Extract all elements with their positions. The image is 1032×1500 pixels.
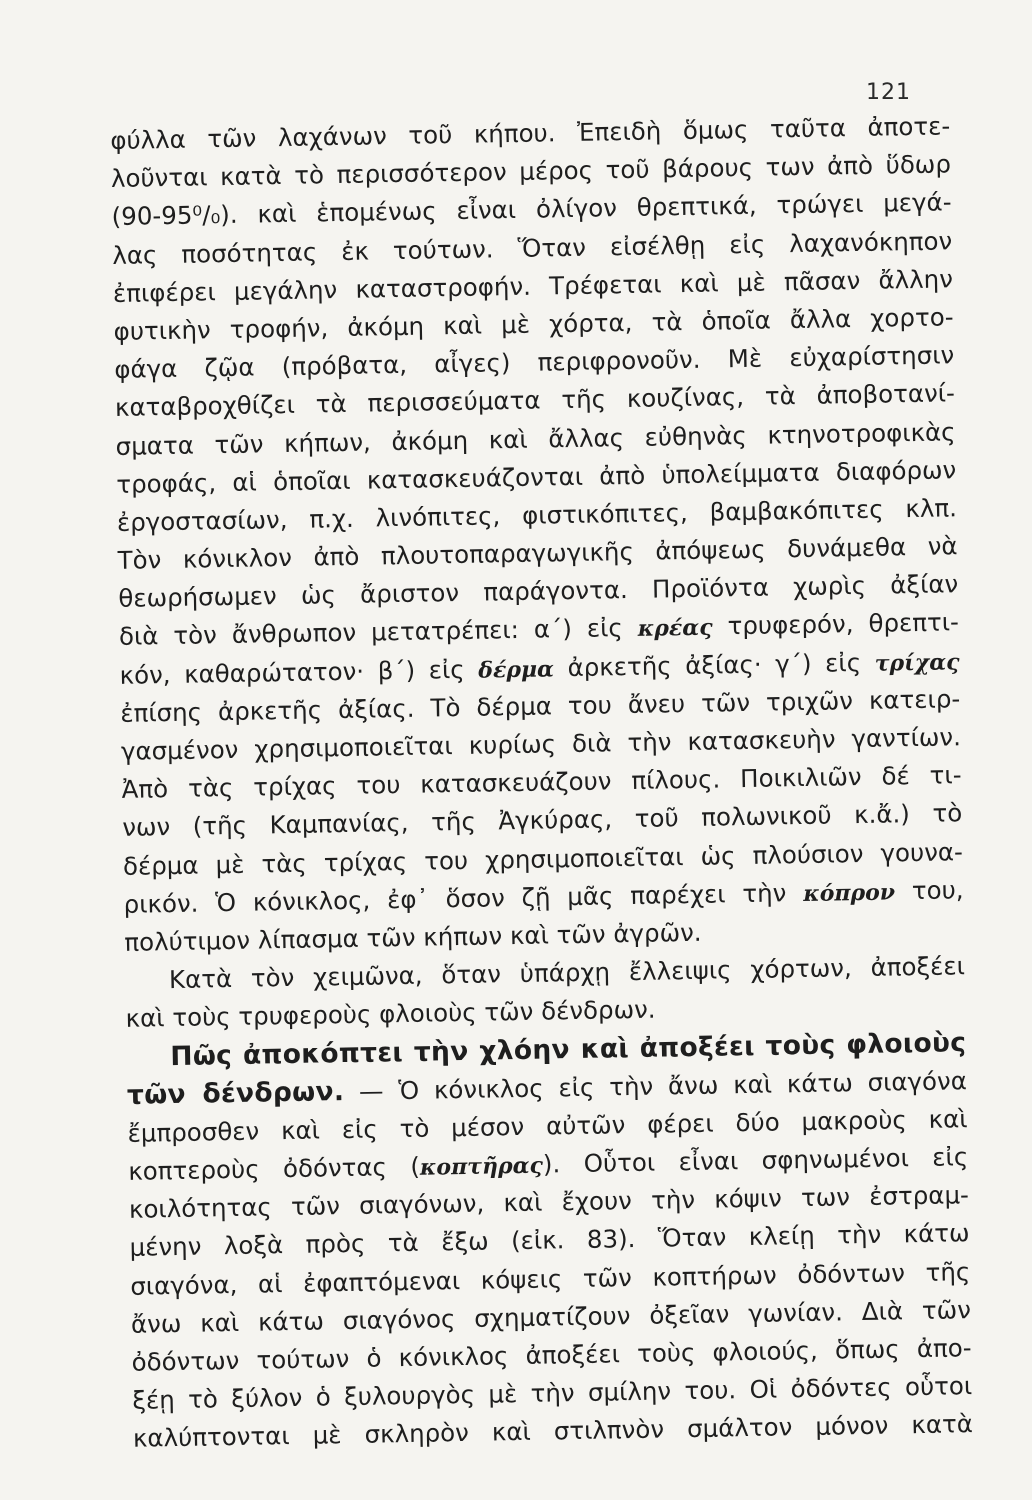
text-line: Τὸν κόνικλον ἀπὸ πλουτοπαραγωγικῆς ἀπόψεως δυνάμεθα νὰ xyxy=(117,531,958,575)
text-line: ἔμπροσθεν καὶ εἰς τὸ μέσον αὐτῶν φέρει δύο μακροὺς καὶ xyxy=(127,1104,968,1148)
text-line: Ἀπὸ τὰς τρίχας του κατασκευάζουν πίλους. Ποικιλιῶν δέ τι- xyxy=(121,760,962,805)
text-line: ἐπιφέρει μεγάλην καταστροφήν. Τρέφεται καὶ μὲ πᾶσαν ἄλλην xyxy=(112,264,954,308)
text-line: γασμένον χρησιμοποιεῖται κυρίως διὰ τὴν κατασκευὴν γαντίων. xyxy=(120,722,962,766)
text-span: τρυφερόν, θρεπτι- xyxy=(712,607,960,641)
section-heading-cont: τῶν δένδρων. xyxy=(126,1075,345,1111)
text-line: θεωρήσωμεν ὡς ἄριστον παράγοντα. Προϊόντα χωρὶς ἀξίαν xyxy=(118,569,959,614)
text-line: ἐπίσης ἀρκετῆς ἀξίας. Τὸ δέρμα του ἄνευ τῶν τριχῶν κατειρ- xyxy=(120,684,961,728)
emphasis-kopron: κόπρον xyxy=(802,879,896,907)
text-span: κόν, καθαρώτατον· β΄) εἰς xyxy=(119,654,479,690)
text-line: σιαγόνα, αἱ ἐφαπτόμεναι κόψεις τῶν κοπτήρων ὀδόντων τῆς xyxy=(130,1256,971,1301)
text-line: ξέῃ τὸ ξύλον ὁ ξυλουργὸς μὲ τὴν σμίλην του. Οἱ ὀδόντες οὗτοι xyxy=(132,1371,973,1415)
section-heading: Πῶς ἀποκόπτει τὴν χλόην καὶ ἀποξέει τοὺς φλοιοὺς xyxy=(170,1026,967,1072)
text-span: ἀρκετῆς ἀξίας· γ΄) εἰς xyxy=(553,647,875,682)
text-line: (90-95⁰/₀). καὶ ἑπομένως εἶναι ὀλίγον θρεπτικά, τρώγει μεγά- xyxy=(111,187,952,232)
text-span: ρικόν. Ὁ κόνικλος, ἐφ᾽ ὅσον ζῇ μᾶς παρέχει τὴν xyxy=(123,877,804,919)
page-number: 121 xyxy=(866,80,911,105)
text-line: καταβροχθίζει τὰ περισσεύματα τῆς κουζίνας, τὰ ἀποβοτανί- xyxy=(114,378,956,423)
text-line: λοῦνται κατὰ τὸ περισσότερον μέρος τοῦ βάρους των ἀπὸ ὕδωρ xyxy=(110,149,952,194)
text-line: ἄνω καὶ κάτω σιαγόνος σχηματίζουν ὀξεῖαν γωνίαν. Διὰ τῶν xyxy=(130,1294,972,1339)
emphasis-trichas: τρίχας xyxy=(874,648,960,677)
paragraph-start-line: Κατὰ τὸν χειμῶνα, ὅταν ὑπάρχῃ ἔλλειψις χόρτων, ἀποξέει xyxy=(168,951,966,995)
text-span: — Ὁ κόνικλος εἰς τὴν ἄνω καὶ κάτω σιαγόνα xyxy=(343,1065,968,1106)
text-line: μένην λοξὰ πρὸς τὰ ἔξω (εἰκ. 83). Ὅταν κλείῃ τὴν κάτω xyxy=(129,1218,970,1263)
text-span: κοπτεροὺς ὀδόντας ( xyxy=(128,1151,421,1186)
text-line: φύλλα τῶν λαχάνων τοῦ κήπου. Ἐπειδὴ ὅμως ταῦτα ἀποτε- xyxy=(110,111,951,155)
text-line: καὶ τοὺς τρυφεροὺς φλοιοὺς τῶν δένδρων. xyxy=(125,994,656,1034)
text-line: ὀδόντων τούτων ὁ κόνικλος ἀποξέει τοὺς φλοιούς, ὅπως ἀπο- xyxy=(131,1333,972,1377)
emphasis-kopteras: κοπτῆρας xyxy=(419,1152,544,1181)
text-line: φάγα ζῷα (πρόβατα, αἶγες) περιφρονοῦν. Μὲ εὐχαρίστησιν xyxy=(114,340,955,385)
text-span: ). Οὗτοι εἶναι σφηνωμένοι εἰς xyxy=(542,1142,969,1179)
text-span: του, xyxy=(894,874,964,906)
text-line: σματα τῶν κήπων, ἀκόμη καὶ ἄλλας εὐθηνὰς κτηνοτροφικὰς xyxy=(115,416,956,461)
text-line: τροφάς, αἱ ὁποῖαι κατασκευάζονται ἀπὸ ὑπολείμματα διαφόρων xyxy=(116,454,957,499)
text-line: πολύτιμον λίπασμα τῶν κήπων καὶ τῶν ἀγρῶν. xyxy=(124,917,702,957)
emphasis-kreas: κρέας xyxy=(637,614,713,643)
emphasis-derma: δέρμα xyxy=(478,655,555,684)
text-line: κοιλότητας τῶν σιαγόνων, καὶ ἔχουν τὴν κόψιν των ἐστραμ- xyxy=(128,1180,970,1225)
text-span: διὰ τὸν ἄνθρωπον μετατρέπει: α΄) εἰς xyxy=(118,613,639,652)
text-line: νων (τῆς Καμπανίας, τῆς Ἀγκύρας, τοῦ πολωνικοῦ κ.ἄ.) τὸ xyxy=(122,798,963,843)
text-line: δέρμα μὲ τὰς τρίχας του χρησιμοποιεῖται ὡς πλούσιον γουνα- xyxy=(122,836,964,881)
text-line: λας ποσότητας ἐκ τούτων. Ὅταν εἰσέλθῃ εἰς λαχανόκηπον xyxy=(112,225,953,270)
body-text xyxy=(110,107,973,1458)
text-line: καλύπτονται μὲ σκληρὸν καὶ στιλπνὸν σμάλτον μόνον κατὰ xyxy=(132,1409,974,1454)
text-line: ἐργοστασίων, π.χ. λινόπιτες, φιστικόπιτες, βαμβακόπιτες κλπ. xyxy=(116,493,958,537)
text-line: φυτικὴν τροφήν, ἀκόμη καὶ μὲ χόρτα, τὰ ὁποῖα ἄλλα χορτο- xyxy=(113,302,954,346)
